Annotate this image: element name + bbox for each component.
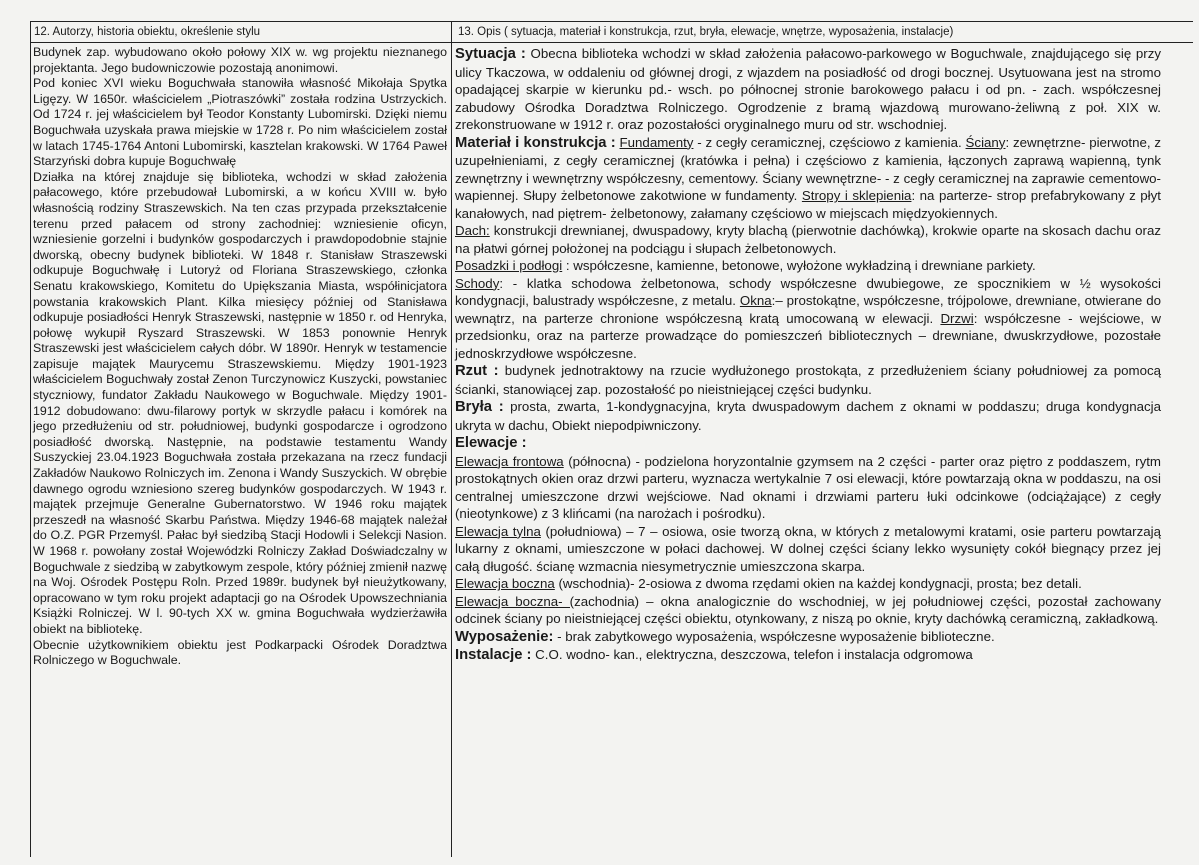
- drzwi-text: : współczesne - wejściowe, w przedsionku, oraz na parterze prowadzące do pomieszczeń bibliotecznych – drewniane, dwuskrzydłowe, pozostałe jednoskrzydłowe współczesne.: [455, 310, 1161, 361]
- section-posadzki: [455, 257, 1161, 275]
- history-paragraph: Obecnie użytkownikiem obiektu jest Podkarpacki Ośrodek Doradztwa Rolniczego w Boguchwale.: [33, 637, 447, 668]
- sciany-label: Ściany: [965, 134, 1006, 150]
- section-rzut: [455, 362, 1161, 398]
- stropy-label: Stropy i sklepienia: [801, 188, 912, 203]
- sytuacja-label: Sytuacja :: [455, 46, 526, 62]
- section-wyposazenie: [455, 628, 1161, 647]
- history-column: [33, 45, 447, 669]
- elewacja-tylna-label: Elewacja tylna: [455, 523, 541, 539]
- fundamenty-text: - z cegły ceramicznej, częściowo z kamienia.: [693, 134, 966, 150]
- right-column-header: 13. Opis ( sytuacja, materiał i konstrukcja, rzut, bryła, elewacje, wnętrze, wyposażenia, instalacje): [458, 26, 954, 38]
- instalacje-text: C.O. wodno- kan., elektryczna, deszczowa, telefon i instalacja odgromowa: [531, 647, 973, 662]
- elewacja-boczna-wsch-text: (wschodnia)- 2-osiowa z dwoma rzędami okien na każdej kondygnacji, prosta; bez detali.: [554, 576, 1082, 591]
- elewacja-boczna-zach-label: Elewacja boczna- (: [455, 593, 575, 609]
- bryla-text: prosta, zwarta, 1-kondygnacyjna, kryta dwuspadowym dachem z oknami w poddaszu; druga kondygnacja ukryta w dachu, Obiekt niepodpiwniczony.: [455, 399, 1161, 433]
- description-column: [455, 45, 1161, 665]
- okna-text: :– prostokątne, współczesne, trójpolowe, drewniane, otwierane do wewnątrz, na parterze chronione współczesną kratą umocowaną w elewacji.: [455, 293, 1161, 326]
- rzut-text: budynek jednotraktowy na rzucie wydłużonego prostokąta, z przedłużeniem ściany południowej za pomocą ścianki, stanowiącej zap. pozostałość po nieistniejącej części budynku.: [455, 363, 1162, 397]
- elewacja-boczna-zach-text: zachodnia) – okna analogicznie do wschodniej, w jej południowej części, pozostał zachowany odcinek ściany po nieistniejącej części obiektu, otynkowany, z niszą po oknie, kryty dachówką ceramiczną, zakładkową.: [455, 593, 1161, 626]
- fundamenty-label: Fundamenty: [619, 134, 694, 150]
- history-paragraph: Budynek zap. wybudowano około połowy XIX w. wg projektu nieznanego projektanta. Jego budowniczowie pozostają anonimowi.: [33, 45, 447, 75]
- elewacja-frontowa: [455, 453, 1161, 523]
- bryla-label: Bryła :: [455, 399, 504, 415]
- wyposazenie-text: - brak zabytkowego wyposażenia, współczesne wyposażenie biblioteczne.: [553, 628, 995, 644]
- dach-text: konstrukcji drewnianej, dwuspadowy, kryty blachą (pierwotnie dachówką), krokwie oparte na skosach dachu oraz na płatwi górnej położonej na podciągu i słupach żelbetonowych.: [455, 223, 1161, 256]
- section-dach: [455, 222, 1161, 257]
- elewacja-boczna-wsch-label: Elewacja boczna: [455, 576, 555, 591]
- sytuacja-text: Obecna biblioteka wchodzi w skład założenia pałacowo-parkowego w Boguchwale, znajdującego się przy ulicy Tkaczowa, w oddaleniu od głównej drogi, z wjazdem na posiadłość od drogi bocznej. Usytuowana jest na stromo opadającej skarpie w kierunku pd.- wsch. po północnej stronie barokowego pałacu i od pn. - zach. współczesnej zabudowy Ośrodka Doradztwa Rolniczego. Ogrodzenie z bramą wjazdową murowano-żeliwną z poł. XIX w. zrekonstruowane w 1912 r. oraz pozostałości oryginalnego muru od str. wschodniej.: [455, 46, 1161, 132]
- posadzki-text: : współczesne, kamienne, betonowe, wyłożone wykładziną i drewniane parkiety.: [562, 258, 1036, 273]
- column-divider: [451, 21, 452, 857]
- elewacja-frontowa-text: (północna) - podzielona horyzontalnie gzymsem na 2 części - parter oraz piętro z poddaszem, rytm prostokątnych okien oraz drzwi parteru, wyznacza wertykalnie 7 osi elewacji, które powtarzają okna w poddaszu, na osi centralnej umieszczone drzwi wejściowe. Nad oknami i drzwiami parteru łuki odcinkowe (odciążające) z cegły (nieotynkowe) z 3 klińcami (na narożach i pośrodku).: [455, 453, 1161, 521]
- elewacja-boczna-zachodnia: [455, 593, 1161, 628]
- elewacja-tylna: [455, 523, 1161, 576]
- history-paragraph: Pod koniec XVI wieku Boguchwała stanowiła własność Mikołaja Spytka Ligęzy. W 1650r. właścicielem „Piotraszówki” została rodzina Ustrzyckich. Od 1724 r. jej właścicielem był Teodor Konstanty Lubomirski. Dzięki niemu Boguchwała uzyskała prawa miejskie w 1728 r. Po nim właścicielem został w latach 1745-1764 Antoni Lubomirski, kasztelan krakowski. W 1764 Paweł Starzyński dobra kupuje Boguchwałę: [33, 76, 447, 169]
- section-material: [455, 134, 1161, 223]
- posadzki-label: Posadzki i podłogi: [455, 258, 563, 273]
- header-rule: [30, 42, 1193, 43]
- left-column-header: 12. Autorzy, historia obiektu, określenie stylu: [34, 26, 261, 38]
- material-label: Materiał i konstrukcja :: [455, 134, 616, 151]
- instalacje-label: Instalacje :: [455, 647, 532, 663]
- dach-label: Dach:: [455, 223, 490, 238]
- elewacja-frontowa-label: Elewacja frontowa: [455, 453, 564, 469]
- drzwi-label: Drzwi: [940, 310, 974, 326]
- section-sytuacja: [455, 45, 1161, 134]
- okna-label: Okna: [739, 293, 772, 308]
- section-bryla: [455, 398, 1161, 434]
- sciany-text: : zewnętrzne- pierwotne, z uzupełnieniami, z cegły ceramicznej (kratówka i pełna) i częściowo z kamienia, łączonych zaprawą wapienną, tynk zewnętrzny i wewnętrzny współczesny, cementowy. Ściany wewnętrzne- - z cegły ceramicznej na zaprawie cementowo-wapiennej. Słupy żelbetonowe zakotwione w fundamenty.: [455, 134, 1162, 203]
- elewacja-boczna-wschodnia: [455, 575, 1161, 593]
- elewacja-tylna-text: (południowa) – 7 – osiowa, osie tworzą okna, w których z metalowymi kratami, osie parteru powtarzają lukarny z oknami, umieszczone w połaci dachowej. W dolnej części ściany lekko wysunięty cokół biegnący przez jej całą długość. ścianę wzmacnia niesymetrycznie umieszczona skarpa.: [455, 523, 1162, 574]
- schody-label: Schody: [455, 275, 500, 291]
- elewacje-label: Elewacje :: [455, 435, 527, 451]
- history-paragraph: Działka na której znajduje się biblioteka, wchodzi w skład założenia pałacowego, które przebudował Lubomirski, a w końcu XVIII w. było własnością rodziny Straszewskich. Na ten czas przypada przekształcenie terenu przed pałacem od strony zachodniej: wzniesienie oficyn, wzniesienie gorzelni i budynków gospodarczych i prawdopodobnie stajnie dworską, obecny budynek biblioteki. W 1848 r. Stanisław Straszewski odkupuje Boguchwałę i Lutoryż od Floriana Straszewskiego, członka Senatu krakowskiego, Komitetu do Upiększania Miasta, współinicjatora powstania krakowskich Plant. Kilka miesięcy później od Stanisława odkupuje posiadłości Henryk Straszewski, następnie w 1850 r. od Henryka, połowę wykupił Ryszard Straszewski. W 1853 ponownie Henryk Straszewski jest właścicielem całych dóbr. W 1890r. Henryk w testamencie zapisuje majątek Maurycemu Straszewskiemu. Między 1901-1923 właścicielem Boguchwały został Zenon Turczynowicz Kuszycki, powstaniec styczniowy, fundator Zakładu Naukowego w Boguchwale. Między 1901-1912 dobudowano: dwu-filarowy portyk w skrzydle pałacu i komórek na jego przedłużeniu od str. południowej, budynki gospodarcze i ogrodzono posiadłość dworską. Następnie, na podstawie testamentu Wandy Suszyckiej 23.04.1923 Boguchwała została przekazana na rzecz fundacji Zakładów Naukowo Rolniczych im. Zenona i Wandy Suszyckich. W obrębie dawnego ogrodu wzniesiono szereg budynków gospodarczych. W 1943 r. majątek przejmuje Generalne Gubernatorstwo. W 1946 roku majątek przeszedł na własność Skarbu Państwa. Między 1946-68 majątek należał do O.Z. PGR Przemyśl. Pałac był siedzibą Stacji Hodowli i Selekcji Nasion. W 1968 r. powołany został Wojewódzki Rolniczy Zakład Doświadczalny w Boguchwale z siedzibą w zabytkowym zespole, który później zmienił nazwę na Woj. Ośrodek Postępu Roln. Przed 1989r. budynek był nieużytkowany, opracowano w tym roku projekt adaptacji go na Ośrodek Upowszechniania Książki Rolniczej. W l. 90-tych XX w. gmina Boguchwała wydzierżawiła obiekt na bibliotekę.: [33, 169, 447, 636]
- section-elewacje: [455, 434, 1161, 453]
- wyposazenie-label: Wyposażenie:: [455, 628, 554, 645]
- stropy-text: : na parterze- strop prefabrykowany z płyt kanałowych, nad piętrem- żelbetonowy, załamany częściowo w miejscach międzyokiennych.: [455, 188, 1161, 221]
- schody-text: : - klatka schodowa żelbetonowa, schody współczesne dwubiegowe, ze spocznikiem w ½ wysokości kondygnacji, balustrady współczesne, z metalu.: [455, 275, 1161, 308]
- rzut-label: Rzut :: [455, 363, 499, 379]
- section-instalacje: [455, 646, 1161, 665]
- section-schody: [455, 275, 1161, 363]
